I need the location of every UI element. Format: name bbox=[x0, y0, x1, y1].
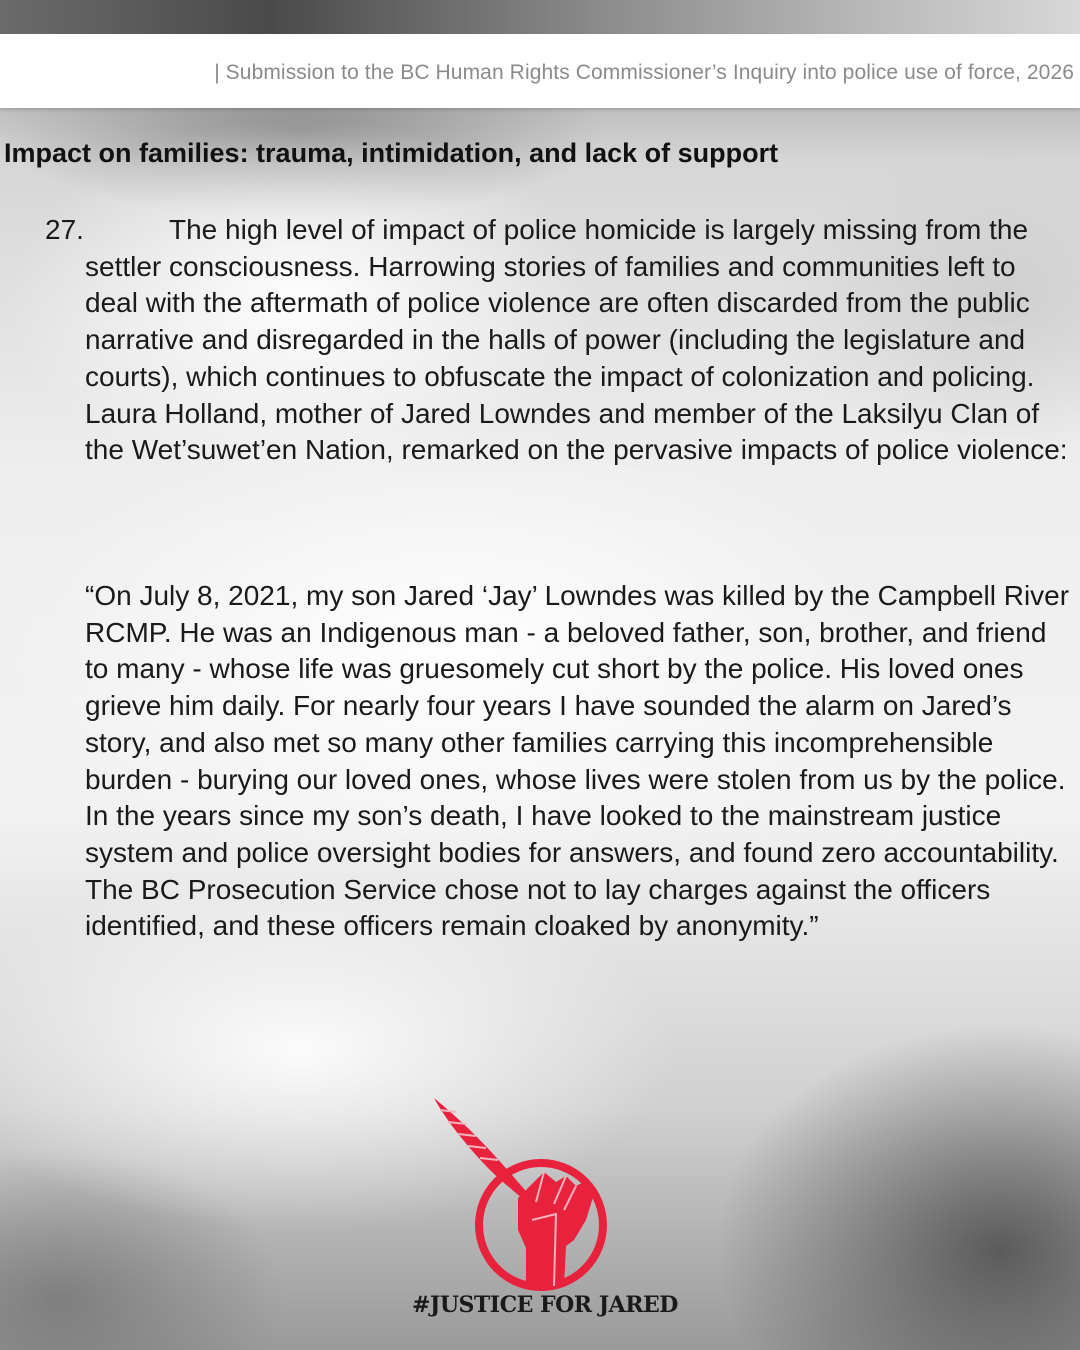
justice-for-jared-logo bbox=[426, 1090, 656, 1300]
paragraph-text: The high level of impact of police homicide is largely missing from the settler consciousness. Harrowing stories of families and communities left to deal with the aftermath of police violence are often discarded from the public narrative and disregarded in the halls of power (including the legislature and courts), which continues to obfuscate the impact of colonization and policing. Laura Holland, mother of Jared Lowndes and member of the Laksilyu Clan of the Wet’suwet’en Nation, remarked on the pervasive impacts of police violence: bbox=[85, 214, 1068, 466]
raised-fist-feather-icon bbox=[426, 1090, 656, 1300]
section-title: Impact on families: trauma, intimidation, and lack of support bbox=[4, 138, 779, 168]
paragraph-number: 27. bbox=[45, 214, 84, 245]
logo-caption: #JUSTICE FOR JARED bbox=[412, 1292, 678, 1318]
paragraph-27 bbox=[45, 212, 1070, 469]
block-quote: “On July 8, 2021, my son Jared ‘Jay’ Lowndes was killed by the Campbell River RCMP. He was an Indigenous man - a beloved father, son, brother, and friend to many - whose life was gruesomely cut short by the police. His loved ones grieve him daily. For nearly four years I have sounded the alarm on Jared’s story, and also met so many other families carrying this incomprehensible burden - burying our loved ones, whose lives were stolen from us by the police. In the years since my son’s death, I have looked to the mainstream justice system and police oversight bodies for answers, and found zero accountability. The BC Prosecution Service chose not to lay charges against the officers identified, and these officers remain cloaked by anonymity.” bbox=[85, 580, 1070, 942]
document-subtitle: | Submission to the BC Human Rights Commissioner’s Inquiry into police use of force, 2026 bbox=[214, 61, 1074, 84]
background-top-band bbox=[0, 0, 1080, 34]
header-strip bbox=[0, 34, 1080, 108]
